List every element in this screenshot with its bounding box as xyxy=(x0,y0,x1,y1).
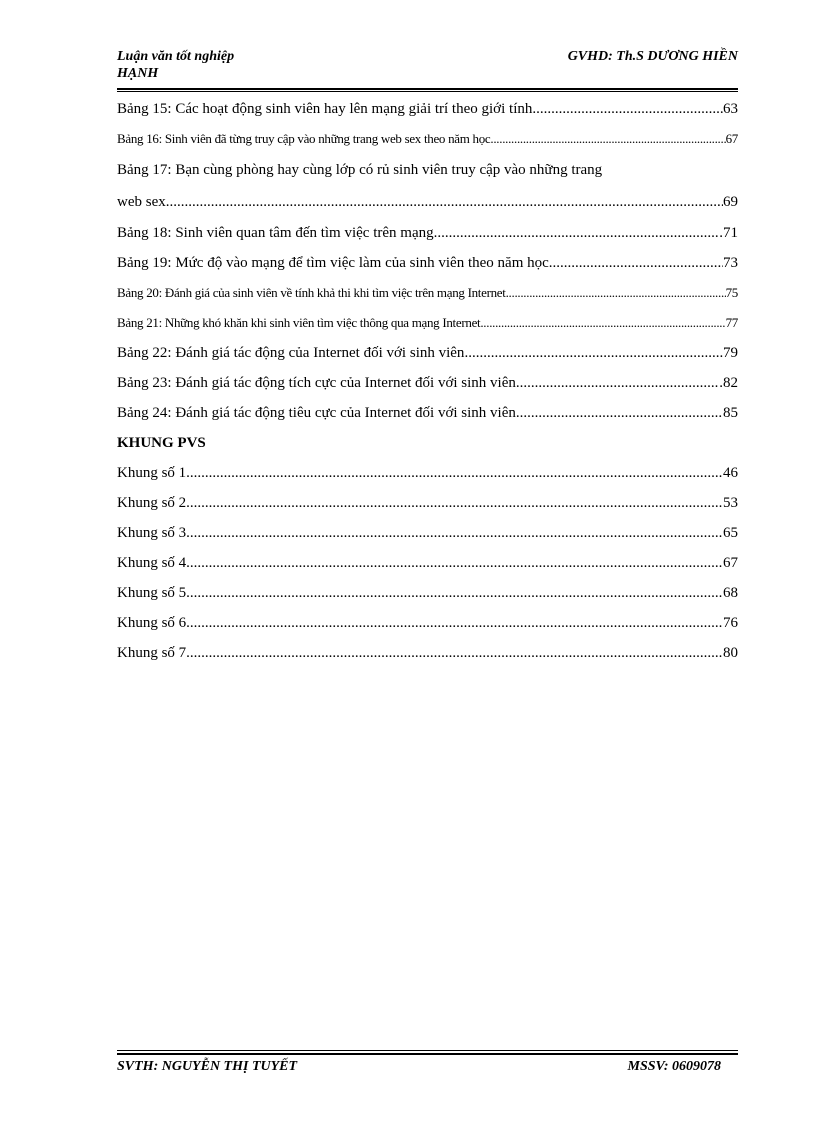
toc-entry-page: 67 xyxy=(725,131,738,146)
toc-entry-page: .82 xyxy=(719,375,738,391)
toc-entry-page: 67 xyxy=(723,555,738,571)
toc-entry-frame-7 xyxy=(117,638,738,668)
dot-leader xyxy=(480,308,725,338)
dot-leader xyxy=(186,608,723,638)
toc-entry-label: Bảng 18: Sinh viên quan tâm đến tìm việc trên mạng xyxy=(117,225,434,241)
dot-leader xyxy=(186,578,723,608)
toc-entry-table-22 xyxy=(117,338,738,368)
toc-entry-page: 79 xyxy=(723,345,738,361)
toc-entry-label: Bảng 19: Mức độ vào mạng để tìm việc làm của sinh viên theo năm học xyxy=(117,255,549,271)
toc-entry-label: Bảng 22: Đánh giá tác động của Internet đối với sinh viên xyxy=(117,345,465,361)
toc-entry-table-17 xyxy=(117,186,738,218)
toc-entry-frame-5 xyxy=(117,578,738,608)
toc-entry-label: Bảng 21: Những khó khăn khi sinh viên tìm việc thông qua mạng Internet xyxy=(117,315,481,330)
toc-entry-label: Bảng 20: Đánh giá của sinh viên về tính khả thi khi tìm việc trên mạng Internet. xyxy=(117,285,509,300)
toc-entry-page: 76 xyxy=(723,615,738,631)
toc-entry-page: .71 xyxy=(719,225,738,241)
dot-leader xyxy=(516,368,719,398)
table-of-contents xyxy=(117,94,738,668)
dot-leader xyxy=(434,218,720,248)
advisor-name-cont: HẠNH xyxy=(117,66,159,81)
toc-entry-table-16 xyxy=(117,124,738,154)
toc-entry-page: 73 xyxy=(723,255,738,271)
toc-entry-page: 53 xyxy=(723,495,738,511)
toc-entry-label: web sex xyxy=(117,194,166,210)
toc-entry-page: 63 xyxy=(723,101,738,117)
toc-entry-table-24 xyxy=(117,398,738,428)
toc-entry-label: Khung số 1 xyxy=(117,465,187,481)
toc-entry-frame-6 xyxy=(117,608,738,638)
toc-entry-page: 68 xyxy=(723,585,738,601)
toc-entry-page: 69 xyxy=(723,194,738,210)
toc-entry-table-15 xyxy=(117,94,738,124)
toc-entry-label: Khung số 5 xyxy=(117,585,187,601)
toc-entry-label: Khung số 4 xyxy=(117,555,187,571)
header-rule-thick xyxy=(117,88,738,90)
toc-entry-label: Khung số 7 xyxy=(117,645,187,661)
toc-entry-table-23 xyxy=(117,368,738,398)
toc-entry-page: 80 xyxy=(723,645,738,661)
student-label: SVTH: NGUYỄN THỊ TUYẾT xyxy=(117,1059,298,1074)
dot-leader xyxy=(186,638,723,668)
toc-entry-label: Khung số 3 xyxy=(117,525,187,541)
dot-leader xyxy=(166,186,723,218)
toc-entry-page: 46 xyxy=(723,465,738,481)
toc-entry-table-21 xyxy=(117,308,738,338)
dot-leader xyxy=(532,94,723,124)
header-left xyxy=(117,48,417,82)
thesis-label: Luận văn tốt nghiệp xyxy=(117,49,235,64)
footer-rule-thick xyxy=(117,1053,738,1055)
toc-entry-page: 77 xyxy=(725,315,738,330)
toc-entry-table-20 xyxy=(117,278,738,308)
toc-entry-label: Bảng 16: Sinh viên đã từng truy cập vào những trang web sex theo năm học xyxy=(117,131,491,146)
dot-leader xyxy=(509,278,726,308)
dot-leader xyxy=(464,338,723,368)
toc-entry-table-19 xyxy=(117,248,738,278)
section-heading: KHUNG PVS xyxy=(117,435,206,451)
dot-leader xyxy=(186,518,723,548)
toc-entry-table-17-line1: Bảng 17: Bạn cùng phòng hay cùng lớp có rủ sinh viên truy cập vào những trang xyxy=(117,162,603,178)
dot-leader xyxy=(186,458,723,488)
toc-entry-label: Khung số 6 xyxy=(117,615,187,631)
toc-entry-label: Bảng 23: Đánh giá tác động tích cực của Internet đối với sinh viên xyxy=(117,375,516,391)
toc-entry-page: 65 xyxy=(723,525,738,541)
toc-entry-page: 85 xyxy=(723,405,738,421)
toc-entry-label: Khung số 2 xyxy=(117,495,187,511)
toc-entry-table-18 xyxy=(117,218,738,248)
toc-entry-frame-1 xyxy=(117,458,738,488)
advisor-label: GVHD: Th.S DƯƠNG HIỀN xyxy=(567,49,738,64)
dot-leader xyxy=(549,248,723,278)
dot-leader xyxy=(516,398,723,428)
toc-entry-frame-2 xyxy=(117,488,738,518)
toc-entry-label: Bảng 24: Đánh giá tác động tiêu cực của Internet đối với sinh viên xyxy=(117,405,516,421)
toc-entry-frame-4 xyxy=(117,548,738,578)
student-id-label: MSSV: 0609078 xyxy=(627,1059,721,1074)
footer-rule-thin xyxy=(117,1050,738,1051)
dot-leader xyxy=(490,124,725,154)
toc-entry-label: Bảng 15: Các hoạt động sinh viên hay lên mạng giải trí theo giới tính xyxy=(117,101,533,117)
dot-leader xyxy=(186,488,723,518)
toc-entry-page: 75 xyxy=(725,285,738,300)
header-rule-thin xyxy=(117,91,738,92)
toc-entry-frame-3 xyxy=(117,518,738,548)
dot-leader xyxy=(186,548,723,578)
